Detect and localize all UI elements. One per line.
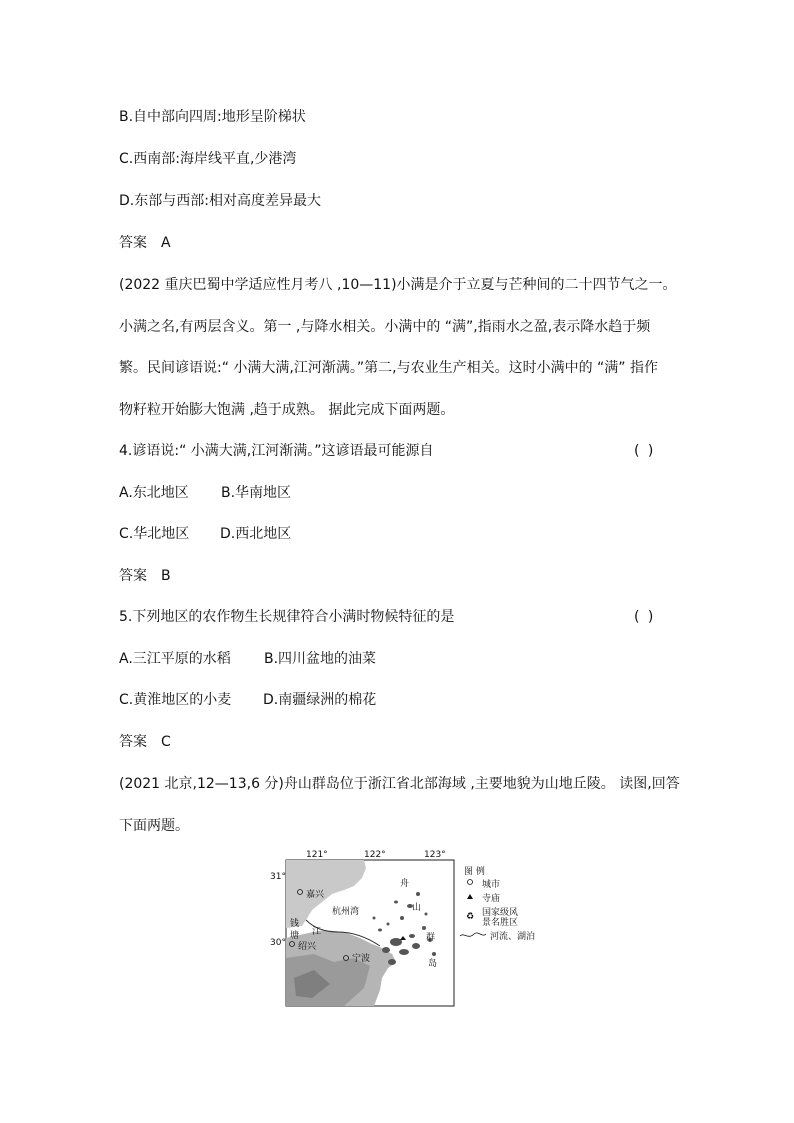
q5-stem: 5.下列地区的农作物生长规律符合小满时物候特征的是 (119, 609, 455, 625)
q4-option-b: B.华南地区 (221, 485, 292, 501)
place-zhoushan-4: 岛 (428, 959, 438, 969)
place-ningbo: 宁波 (352, 954, 371, 964)
lon-label-121: 121° (306, 850, 328, 860)
legend-city-label: 城市 (482, 880, 501, 890)
passage1-line-2: 小满之名,有两层含义。第一 ,与降水相关。小满中的 “满”,指雨水之盈,表示降水趋于频 (119, 319, 651, 335)
q4-option-a: A.东北地区 (119, 485, 189, 501)
passage2-line-2: 下面两题。 (119, 818, 189, 834)
passage1-line-4: 物籽粒开始膨大饱满 ,趋于成熟。 据此完成下面两题。 (119, 402, 455, 418)
q3-option-b: B.自中部向四周:地形呈阶梯状 (119, 109, 306, 125)
place-qiantang-3: 江 (312, 927, 322, 937)
place-zhoushan-2: 山 (412, 903, 422, 913)
answer-label: 答案 (119, 235, 147, 251)
answer-value: B (161, 568, 171, 584)
q3-option-c: C.西南部:海岸线平直,少港湾 (119, 151, 297, 167)
q5-option-b: B.四川盆地的油菜 (264, 651, 377, 667)
place-shaoxing: 绍兴 (298, 942, 317, 952)
lon-label-122: 122° (364, 850, 386, 860)
legend-scenic-label-2: 景名胜区 (482, 918, 519, 928)
q4-answer-blank: ( ) (634, 443, 656, 459)
legend-temple-icon (467, 894, 473, 899)
answer-value: C (161, 734, 171, 750)
zhoushan-map-figure (270, 850, 676, 1008)
q5-answer-blank: ( ) (634, 609, 656, 625)
legend-river-label: 河流、湖泊 (490, 932, 536, 942)
answer-label: 答案 (119, 568, 147, 584)
legend-temple-label: 寺庙 (482, 894, 501, 904)
place-zhoushan-3: 群 (426, 933, 436, 943)
legend-scenic-label-1: 国家级风 (482, 908, 519, 918)
q4-answer (119, 567, 171, 585)
place-qiantang-2: 塘 (290, 931, 300, 941)
map-svg (284, 858, 676, 1008)
q3-option-d: D.东部与西部:相对高度差异最大 (119, 193, 321, 209)
lat-label-30: 30° (270, 938, 286, 948)
answer-value: A (161, 235, 171, 251)
legend-scenic-icon: ♻ (465, 912, 475, 922)
q3-answer (119, 234, 171, 252)
q4-option-d: D.西北地区 (220, 526, 292, 542)
legend-city-icon (468, 880, 473, 885)
q5-option-c: C.黄淮地区的小麦 (119, 692, 232, 708)
answer-label: 答案 (119, 734, 147, 750)
passage1-line-1: (2022 重庆巴蜀中学适应性月考八 ,10—11)小满是介于立夏与芒种间的二十四节气之一。 (119, 277, 677, 293)
lat-label-31: 31° (270, 872, 286, 882)
place-jiaxing: 嘉兴 (306, 890, 325, 900)
q4-option-c: C.华北地区 (119, 526, 190, 542)
lon-label-123: 123° (424, 850, 446, 860)
passage1-line-3: 繁。民间谚语说:“ 小满大满,江河渐满。”第二,与农业生产相关。这时小满中的 “满” 指作 (119, 360, 658, 376)
q4-stem: 4.谚语说:“ 小满大满,江河渐满。”这谚语最可能源自 (119, 443, 434, 459)
place-zhoushan-1: 舟 (400, 879, 410, 889)
passage2-line-1: (2021 北京,12—13,6 分)舟山群岛位于浙江省北部海域 ,主要地貌为山地丘陵。 读图,回答 (119, 776, 680, 792)
q5-option-a: A.三江平原的水稻 (119, 651, 231, 667)
legend-river-icon (460, 933, 486, 936)
place-qiantang-1: 钱 (290, 919, 300, 929)
q5-answer (119, 733, 171, 751)
legend-title: 图 例 (464, 867, 485, 877)
place-hangzhou-bay: 杭州湾 (332, 907, 360, 917)
q5-option-d: D.南疆绿洲的棉花 (263, 692, 377, 708)
